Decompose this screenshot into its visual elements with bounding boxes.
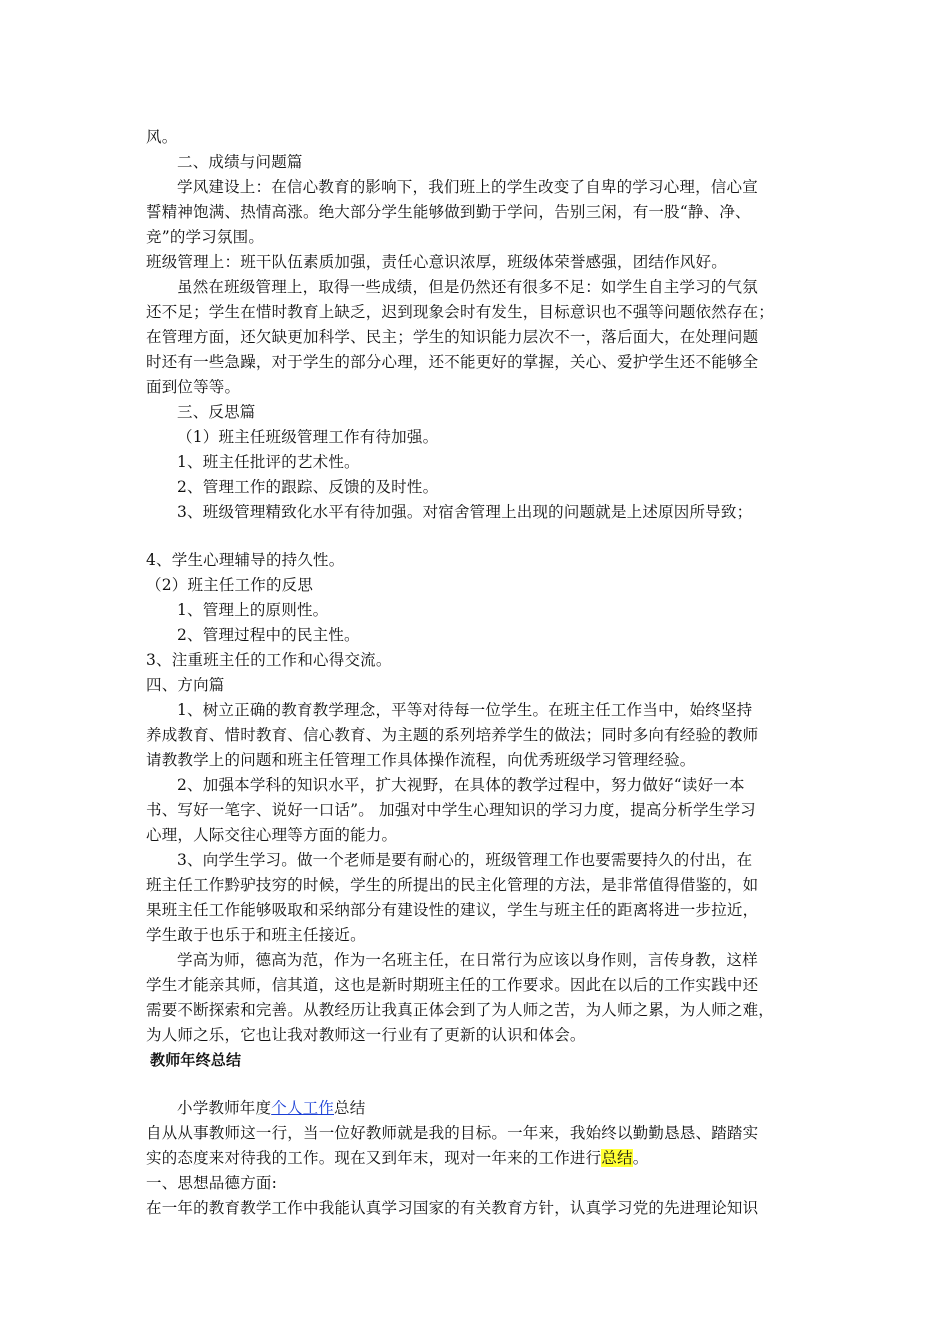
text-line: （2）班主任工作的反思 bbox=[146, 576, 314, 594]
text-line: 心理，人际交往心理等方面的能力。 bbox=[146, 826, 398, 844]
text-line: 虽然在班级管理上，取得一些成绩，但是仍然还有很多不足：如学生自主学习的气氛 bbox=[177, 278, 758, 296]
highlighted-term: 总结 bbox=[601, 1149, 633, 1167]
text-line: 学生敢于也乐于和班主任接近。 bbox=[146, 926, 366, 944]
text-line: 4、学生心理辅导的持久性。 bbox=[146, 551, 345, 569]
text-line: 班级管理上：班干队伍素质加强，责任心意识浓厚，班级体荣誉感强，团结作风好。 bbox=[146, 253, 727, 271]
personal-work-link[interactable]: 个人工作 bbox=[271, 1099, 335, 1117]
text-line: 养成教育、惜时教育、信心教育、为主题的系列培养学生的做法；同时多向有经验的教师 bbox=[146, 726, 759, 744]
text-line: 3、注重班主任的工作和心得交流。 bbox=[146, 651, 392, 669]
text-line: 学高为师，德高为范，作为一名班主任，在日常行为应该以身作则，言传身教，这样 bbox=[177, 951, 758, 969]
text-line: 时还有一些急躁，对于学生的部分心理，还不能更好的掌握，关心、爱护学生还不能够全 bbox=[146, 353, 759, 371]
text-line: 1、管理上的原则性。 bbox=[177, 601, 329, 619]
text-line: 3、班级管理精致化水平有待加强。对宿舍管理上出现的问题就是上述原因所导致； bbox=[177, 503, 753, 521]
text-line: （1）班主任班级管理工作有待加强。 bbox=[177, 428, 439, 446]
text-line: 誓精神饱满、热情高涨。绝大部分学生能够做到勤于学问，告别三闲，有一股“静、净、 bbox=[146, 203, 751, 221]
section-heading-results: 二、成绩与问题篇 bbox=[177, 153, 303, 171]
subtitle-line bbox=[177, 1096, 365, 1120]
text-line: 在管理方面，还欠缺更加科学、民主；学生的知识能力层次不一，落后面大，在处理问题 bbox=[146, 328, 759, 346]
subtitle-text-end: 总结 bbox=[334, 1099, 366, 1117]
text-line: 1、树立正确的教育教学理念，平等对待每一位学生。在班主任工作当中，始终坚持 bbox=[177, 701, 753, 719]
text-span: 实的态度来对待我的工作。现在又到年末，现对一年来的工作进行 bbox=[146, 1149, 602, 1167]
text-line: 竞”的学习氛围。 bbox=[146, 228, 265, 246]
text-line: 面到位等等。 bbox=[146, 378, 241, 396]
text-line: 果班主任工作能够吸取和采纳部分有建设性的建议，学生与班主任的距离将进一步拉近， bbox=[146, 901, 759, 919]
section-heading-reflection: 三、反思篇 bbox=[177, 403, 256, 421]
text-line: 学风建设上：在信心教育的影响下，我们班上的学生改变了自卑的学习心理，信心宣 bbox=[177, 178, 758, 196]
text-line: 2、管理工作的跟踪、反馈的及时性。 bbox=[177, 478, 439, 496]
section-heading-morality: 一、思想品德方面: bbox=[146, 1174, 278, 1192]
text-line: 2、管理过程中的民主性。 bbox=[177, 626, 360, 644]
text-line: 风。 bbox=[146, 128, 178, 146]
document-heading: 教师年终总结 bbox=[150, 1051, 242, 1069]
text-line: 在一年的教育教学工作中我能认真学习国家的有关教育方针，认真学习党的先进理论知识 bbox=[146, 1199, 759, 1217]
text-line: 1、班主任批评的艺术性。 bbox=[177, 453, 360, 471]
text-line: 还不足；学生在惜时教育上缺乏，迟到现象会时有发生，目标意识也不强等问题依然存在； bbox=[146, 303, 775, 321]
text-line: 请教教学上的问题和班主任管理工作具体操作流程，向优秀班级学习管理经验。 bbox=[146, 751, 696, 769]
text-line-highlighted bbox=[146, 1146, 648, 1170]
text-line: 为人师之乐，它也让我对教师这一行业有了更新的认识和体会。 bbox=[146, 1026, 586, 1044]
section-heading-direction: 四、方向篇 bbox=[146, 676, 225, 694]
text-line: 班主任工作黔驴技穷的时候，学生的所提出的民主化管理的方法，是非常值得借鉴的，如 bbox=[146, 876, 759, 894]
text-line: 3、向学生学习。做一个老师是要有耐心的，班级管理工作也要需要持久的付出，在 bbox=[177, 851, 753, 869]
text-line: 学生才能亲其师，信其道，这也是新时期班主任的工作要求。因此在以后的工作实践中还 bbox=[146, 976, 759, 994]
text-line: 需要不断探索和完善。从教经历让我真正体会到了为人师之苦，为人师之累，为人师之难， bbox=[146, 1001, 775, 1019]
text-line: 书、写好一笔字、说好一口话”。 加强对中学生心理知识的学习力度，提高分析学生学习 bbox=[146, 801, 756, 819]
text-line: 自从从事教师这一行，当一位好教师就是我的目标。一年来，我始终以勤勤恳恳、踏踏实 bbox=[146, 1124, 759, 1142]
text-span-end: 。 bbox=[632, 1149, 649, 1167]
text-line: 2、加强本学科的知识水平，扩大视野，在具体的教学过程中，努力做好“读好一本 bbox=[177, 776, 745, 794]
subtitle-text: 小学教师年度 bbox=[177, 1099, 272, 1117]
